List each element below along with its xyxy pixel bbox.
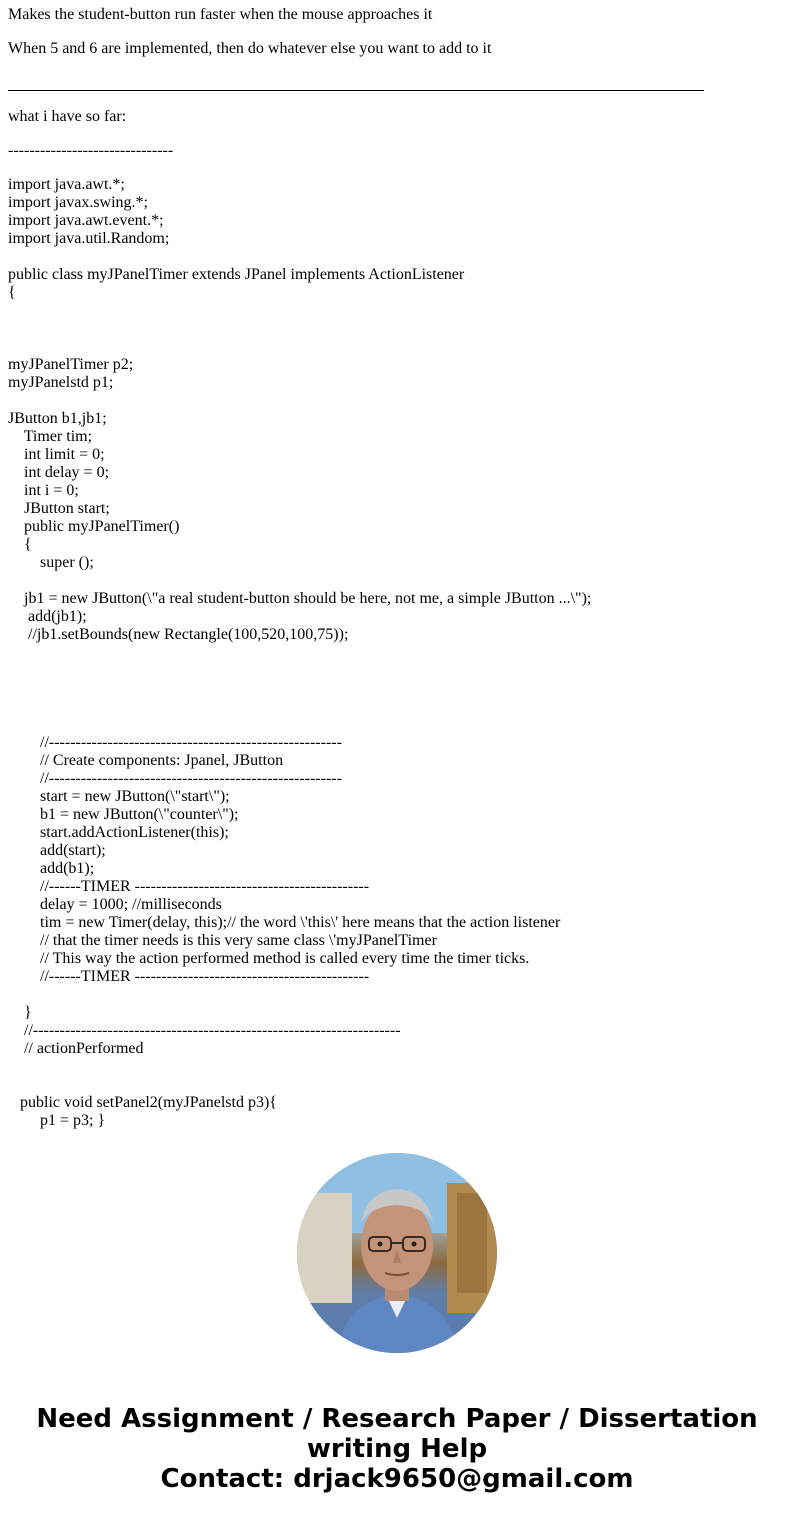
code-line: delay = 1000; //milliseconds xyxy=(8,896,222,913)
code-line: //------------------------------------------------------- xyxy=(8,770,342,787)
code-line: } xyxy=(8,1004,32,1021)
code-line: b1 = new JButton(\"counter\"); xyxy=(8,806,239,823)
author-photo xyxy=(297,1153,497,1353)
code-line: add(start); xyxy=(8,842,106,859)
code-line: myJPanelTimer p2; xyxy=(8,356,134,373)
code-line: start = new JButton(\"start\"); xyxy=(8,788,230,805)
intro-line-1: Makes the student-button run faster when the mouse approaches it xyxy=(8,6,433,23)
code-line xyxy=(8,986,591,1004)
code-line: import javax.swing.*; xyxy=(8,194,148,211)
code-line: add(jb1); xyxy=(8,608,87,625)
code-line xyxy=(8,248,591,266)
dashes-line: ------------------------------- xyxy=(8,142,174,159)
contact-banner xyxy=(0,1404,794,1494)
code-line: JButton start; xyxy=(8,500,110,517)
code-line: int i = 0; xyxy=(8,482,79,499)
code-line: import java.util.Random; xyxy=(8,230,170,247)
code-line: // This way the action performed method is called every time the timer ticks. xyxy=(8,950,530,967)
code-block xyxy=(8,176,591,1130)
code-line xyxy=(8,338,591,356)
code-line: //------TIMER -------------------------------------------- xyxy=(8,878,370,895)
code-line xyxy=(8,302,591,320)
code-line: { xyxy=(8,536,32,553)
code-line xyxy=(8,716,591,734)
code-line xyxy=(8,662,591,680)
code-line: import java.awt.*; xyxy=(8,176,125,193)
code-line: { xyxy=(8,284,16,301)
horizontal-rule xyxy=(8,90,704,91)
code-line xyxy=(8,320,591,338)
code-line xyxy=(8,392,591,410)
code-line: import java.awt.event.*; xyxy=(8,212,164,229)
code-line: public class myJPanelTimer extends JPanel implements ActionListener xyxy=(8,266,465,283)
code-line xyxy=(8,572,591,590)
code-line: // Create components: Jpanel, JButton xyxy=(8,752,284,769)
code-line: jb1 = new JButton(\"a real student-button should be here, not me, a simple JButton ...\"); xyxy=(8,590,592,607)
code-line: // actionPerformed xyxy=(8,1040,144,1057)
code-line xyxy=(8,1058,591,1076)
code-line: //------TIMER -------------------------------------------- xyxy=(8,968,370,985)
code-line: int limit = 0; xyxy=(8,446,105,463)
code-line: //------------------------------------------------------- xyxy=(8,734,342,751)
what-label: what i have so far: xyxy=(8,108,127,125)
code-line: super (); xyxy=(8,554,94,571)
code-line: //jb1.setBounds(new Rectangle(100,520,100,75)); xyxy=(8,626,349,643)
code-line: p1 = p3; } xyxy=(8,1112,106,1129)
code-line: myJPanelstd p1; xyxy=(8,374,114,391)
banner-line-3: Contact: drjack9650@gmail.com xyxy=(160,1464,634,1494)
code-line: int delay = 0; xyxy=(8,464,110,481)
intro-line-2: When 5 and 6 are implemented, then do whatever else you want to add to it xyxy=(8,40,492,57)
code-line: public myJPanelTimer() xyxy=(8,518,180,535)
code-line xyxy=(8,1076,591,1094)
banner-line-2: writing Help xyxy=(306,1434,488,1464)
banner-line-1: Need Assignment / Research Paper / Dissertation xyxy=(36,1404,758,1434)
code-line: start.addActionListener(this); xyxy=(8,824,229,841)
code-line: tim = new Timer(delay, this);// the word \'this\' here means that the action listener xyxy=(8,914,561,931)
code-line xyxy=(8,644,591,662)
code-line: //--------------------------------------------------------------------- xyxy=(8,1022,401,1039)
code-line xyxy=(8,680,591,698)
code-line: // that the timer needs is this very same class \'myJPanelTimer xyxy=(8,932,437,949)
code-line: public void setPanel2(myJPanelstd p3){ xyxy=(8,1094,277,1111)
code-line xyxy=(8,698,591,716)
code-line: add(b1); xyxy=(8,860,95,877)
code-line: Timer tim; xyxy=(8,428,93,445)
code-line: JButton b1,jb1; xyxy=(8,410,107,427)
